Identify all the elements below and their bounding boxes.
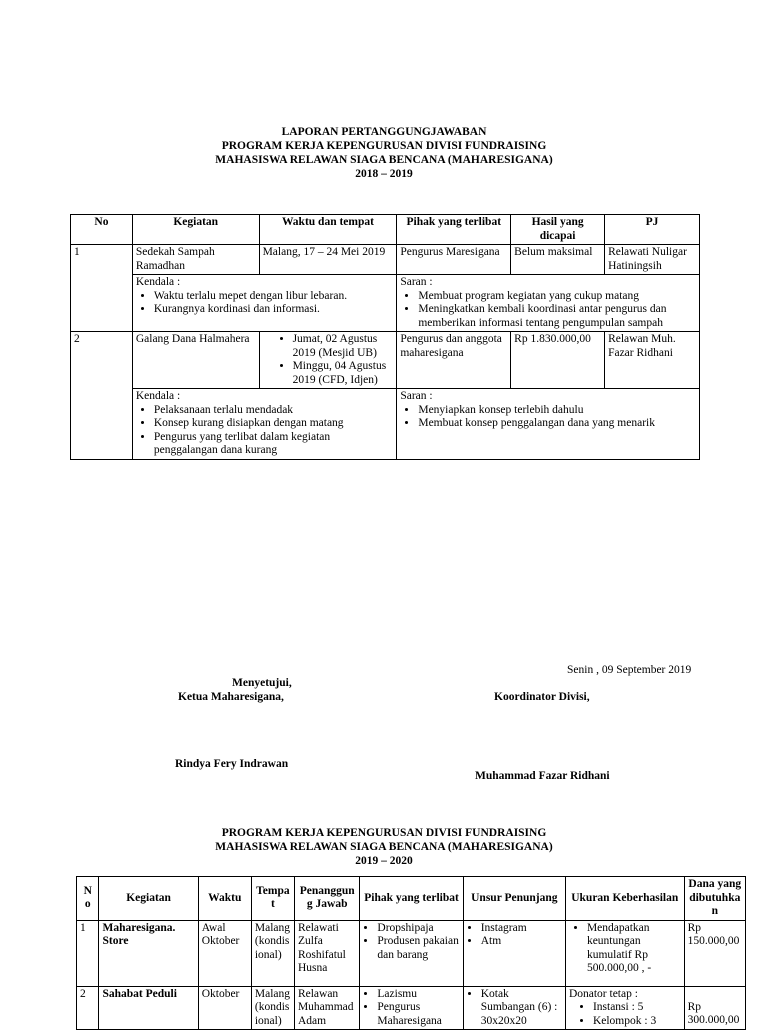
cell-tempat: Malang (kondis ional) — [251, 920, 294, 986]
list-item: • Kotak Sumbangan (6) : 30x20x20 — [481, 988, 562, 1029]
list-item: • Lazismu — [377, 988, 459, 1002]
cell-kegiatan: Maharesigana. Store — [99, 920, 198, 986]
table-row — [77, 920, 746, 986]
report2-title-line: PROGRAM KERJA KEPENGURUSAN DIVISI FUNDRAISING — [221, 827, 547, 839]
list-item: • Mendapatkan keuntungan kumulatif Rp 500.000,00 , - — [587, 922, 681, 976]
report2-table — [76, 876, 746, 1030]
list-item: • Kurangnya kordinasi dan informasi. — [154, 303, 394, 317]
list-item: • Waktu terlalu mepet dengan libur lebaran. — [154, 290, 394, 304]
kendala-label: Kendala : — [135, 390, 181, 402]
table-header-row — [77, 877, 746, 921]
signature-date: Senin , 09 September 2019 — [567, 664, 692, 676]
cell-unsur — [463, 986, 565, 1030]
cell-no: 1 — [77, 920, 99, 986]
header-pihak: Pihak yang terlibat — [397, 215, 511, 245]
cell-pj: Relawati Zulfa Roshifatul Husna — [294, 920, 359, 986]
saran-label: Saran : — [400, 276, 433, 288]
cell-kendala — [132, 389, 397, 460]
cell-waktu — [259, 332, 397, 389]
cell-dana: Rp 150.000,00 — [684, 920, 745, 986]
cell-waktu: Oktober — [198, 986, 251, 1030]
cell-pihak — [360, 920, 463, 986]
list-item: • Membuat program kegiatan yang cukup matang — [418, 290, 696, 304]
list-item: • Produsen pakaian dan barang — [377, 935, 459, 962]
list-item: • Dropshipaja — [377, 922, 459, 936]
list-item: • Konsep kurang disiapkan dengan matang — [154, 417, 394, 431]
table-row — [77, 986, 746, 1030]
cell-ukuran — [565, 920, 684, 986]
header-tempat: Tempa t — [251, 877, 294, 921]
header-pj: Penanggun g Jawab — [294, 877, 359, 921]
list-item: • Pengurus yang terlibat dalam kegiatan penggalangan dana kurang — [154, 431, 394, 458]
cell-kegiatan: Galang Dana Halmahera — [132, 332, 259, 389]
header-hasil: Hasil yang dicapai — [511, 215, 605, 245]
table-header-row — [71, 215, 700, 245]
report1-table — [70, 214, 700, 460]
ukuran-label: Donator tetap : — [568, 987, 638, 1000]
header-waktu: Waktu — [198, 877, 251, 921]
cell-saran — [397, 275, 700, 332]
header-unsur: Unsur Penunjang — [463, 877, 565, 921]
list-item: • Meningkatkan kembali koordinasi antar pengurus dan memberikan informasi tentang pengumpulan sampah — [418, 303, 696, 330]
list-item: • Minggu, 04 Agustus 2019 (CFD, Idjen) — [293, 360, 394, 387]
cell-waktu: Awal Oktober — [198, 920, 251, 986]
header-dana: Dana yang dibutuhka n — [684, 877, 745, 921]
cell-tempat: Malang (kondis ional) — [251, 986, 294, 1030]
cell-waktu: Malang, 17 – 24 Mei 2019 — [259, 245, 397, 275]
list-item: • Membuat konsep penggalangan dana yang menarik — [418, 417, 696, 431]
cell-hasil: Belum maksimal — [511, 245, 605, 275]
cell-pj: Relawati Nuligar Hatiningsih — [605, 245, 700, 275]
header-no: N o — [77, 877, 99, 921]
saran-label: Saran : — [400, 390, 433, 402]
list-item: • Instansi : 5 — [593, 1001, 681, 1015]
cell-pihak — [360, 986, 463, 1030]
header-kegiatan: Kegiatan — [99, 877, 198, 921]
signature-left-role: Ketua Maharesigana, — [178, 691, 284, 703]
report2-heading — [0, 826, 768, 868]
list-item: • Kelompok : 3 — [593, 1015, 681, 1029]
signature-left-name: Rindya Fery Indrawan — [175, 758, 289, 770]
list-item: • Atm — [481, 935, 562, 949]
signature-right-role: Koordinator Divisi, — [494, 691, 590, 703]
cell-pj: Relawan Muhammad Adam — [294, 986, 359, 1030]
kendala-label: Kendala : — [135, 276, 181, 288]
cell-no: 2 — [71, 332, 133, 460]
header-pj: PJ — [605, 215, 700, 245]
table-row — [71, 332, 700, 389]
dana-value: Rp 300.000,00 — [687, 1000, 740, 1026]
cell-pj: Relawan Muh. Fazar Ridhani — [605, 332, 700, 389]
report2-title-line: 2019 – 2020 — [355, 855, 413, 867]
cell-no: 1 — [71, 245, 133, 332]
cell-ukuran — [565, 986, 684, 1030]
signature-approval-label: Menyetujui, — [232, 677, 292, 689]
report1-title-line: PROGRAM KERJA KEPENGURUSAN DIVISI FUNDRAISING — [221, 140, 547, 152]
list-item: • Menyiapkan konsep terlebih dahulu — [418, 404, 696, 418]
cell-no: 2 — [77, 986, 99, 1030]
table-row — [71, 275, 700, 332]
report1-heading — [0, 125, 768, 181]
cell-kegiatan: Sedekah Sampah Ramadhan — [132, 245, 259, 275]
header-ukuran: Ukuran Keberhasilan — [565, 877, 684, 921]
cell-pihak: Pengurus Maresigana — [397, 245, 511, 275]
header-kegiatan: Kegiatan — [132, 215, 259, 245]
table-row — [71, 245, 700, 275]
report2-title-line: MAHASISWA RELAWAN SIAGA BENCANA (MAHARESIGANA) — [215, 841, 553, 853]
header-no: No — [71, 215, 133, 245]
list-item: • Jumat, 02 Agustus 2019 (Mesjid UB) — [293, 333, 394, 360]
header-pihak: Pihak yang terlibat — [360, 877, 463, 921]
report1-title-line: 2018 – 2019 — [355, 168, 413, 180]
report1-title-line: LAPORAN PERTANGGUNGJAWABAN — [281, 126, 487, 138]
cell-hasil: Rp 1.830.000,00 — [511, 332, 605, 389]
list-item: • Instagram — [481, 922, 562, 936]
cell-kegiatan: Sahabat Peduli — [99, 986, 198, 1030]
cell-dana — [684, 986, 745, 1030]
cell-saran — [397, 389, 700, 460]
signature-right-name: Muhammad Fazar Ridhani — [475, 770, 610, 782]
header-waktu: Waktu dan tempat — [259, 215, 397, 245]
list-item: • Pengurus Maharesigana — [377, 1001, 459, 1028]
cell-pihak: Pengurus dan anggota maharesigana — [397, 332, 511, 389]
table-row — [71, 389, 700, 460]
list-item: • Pelaksanaan terlalu mendadak — [154, 404, 394, 418]
cell-unsur — [463, 920, 565, 986]
cell-kendala — [132, 275, 397, 332]
report1-title-line: MAHASISWA RELAWAN SIAGA BENCANA (MAHARESIGANA) — [215, 154, 553, 166]
